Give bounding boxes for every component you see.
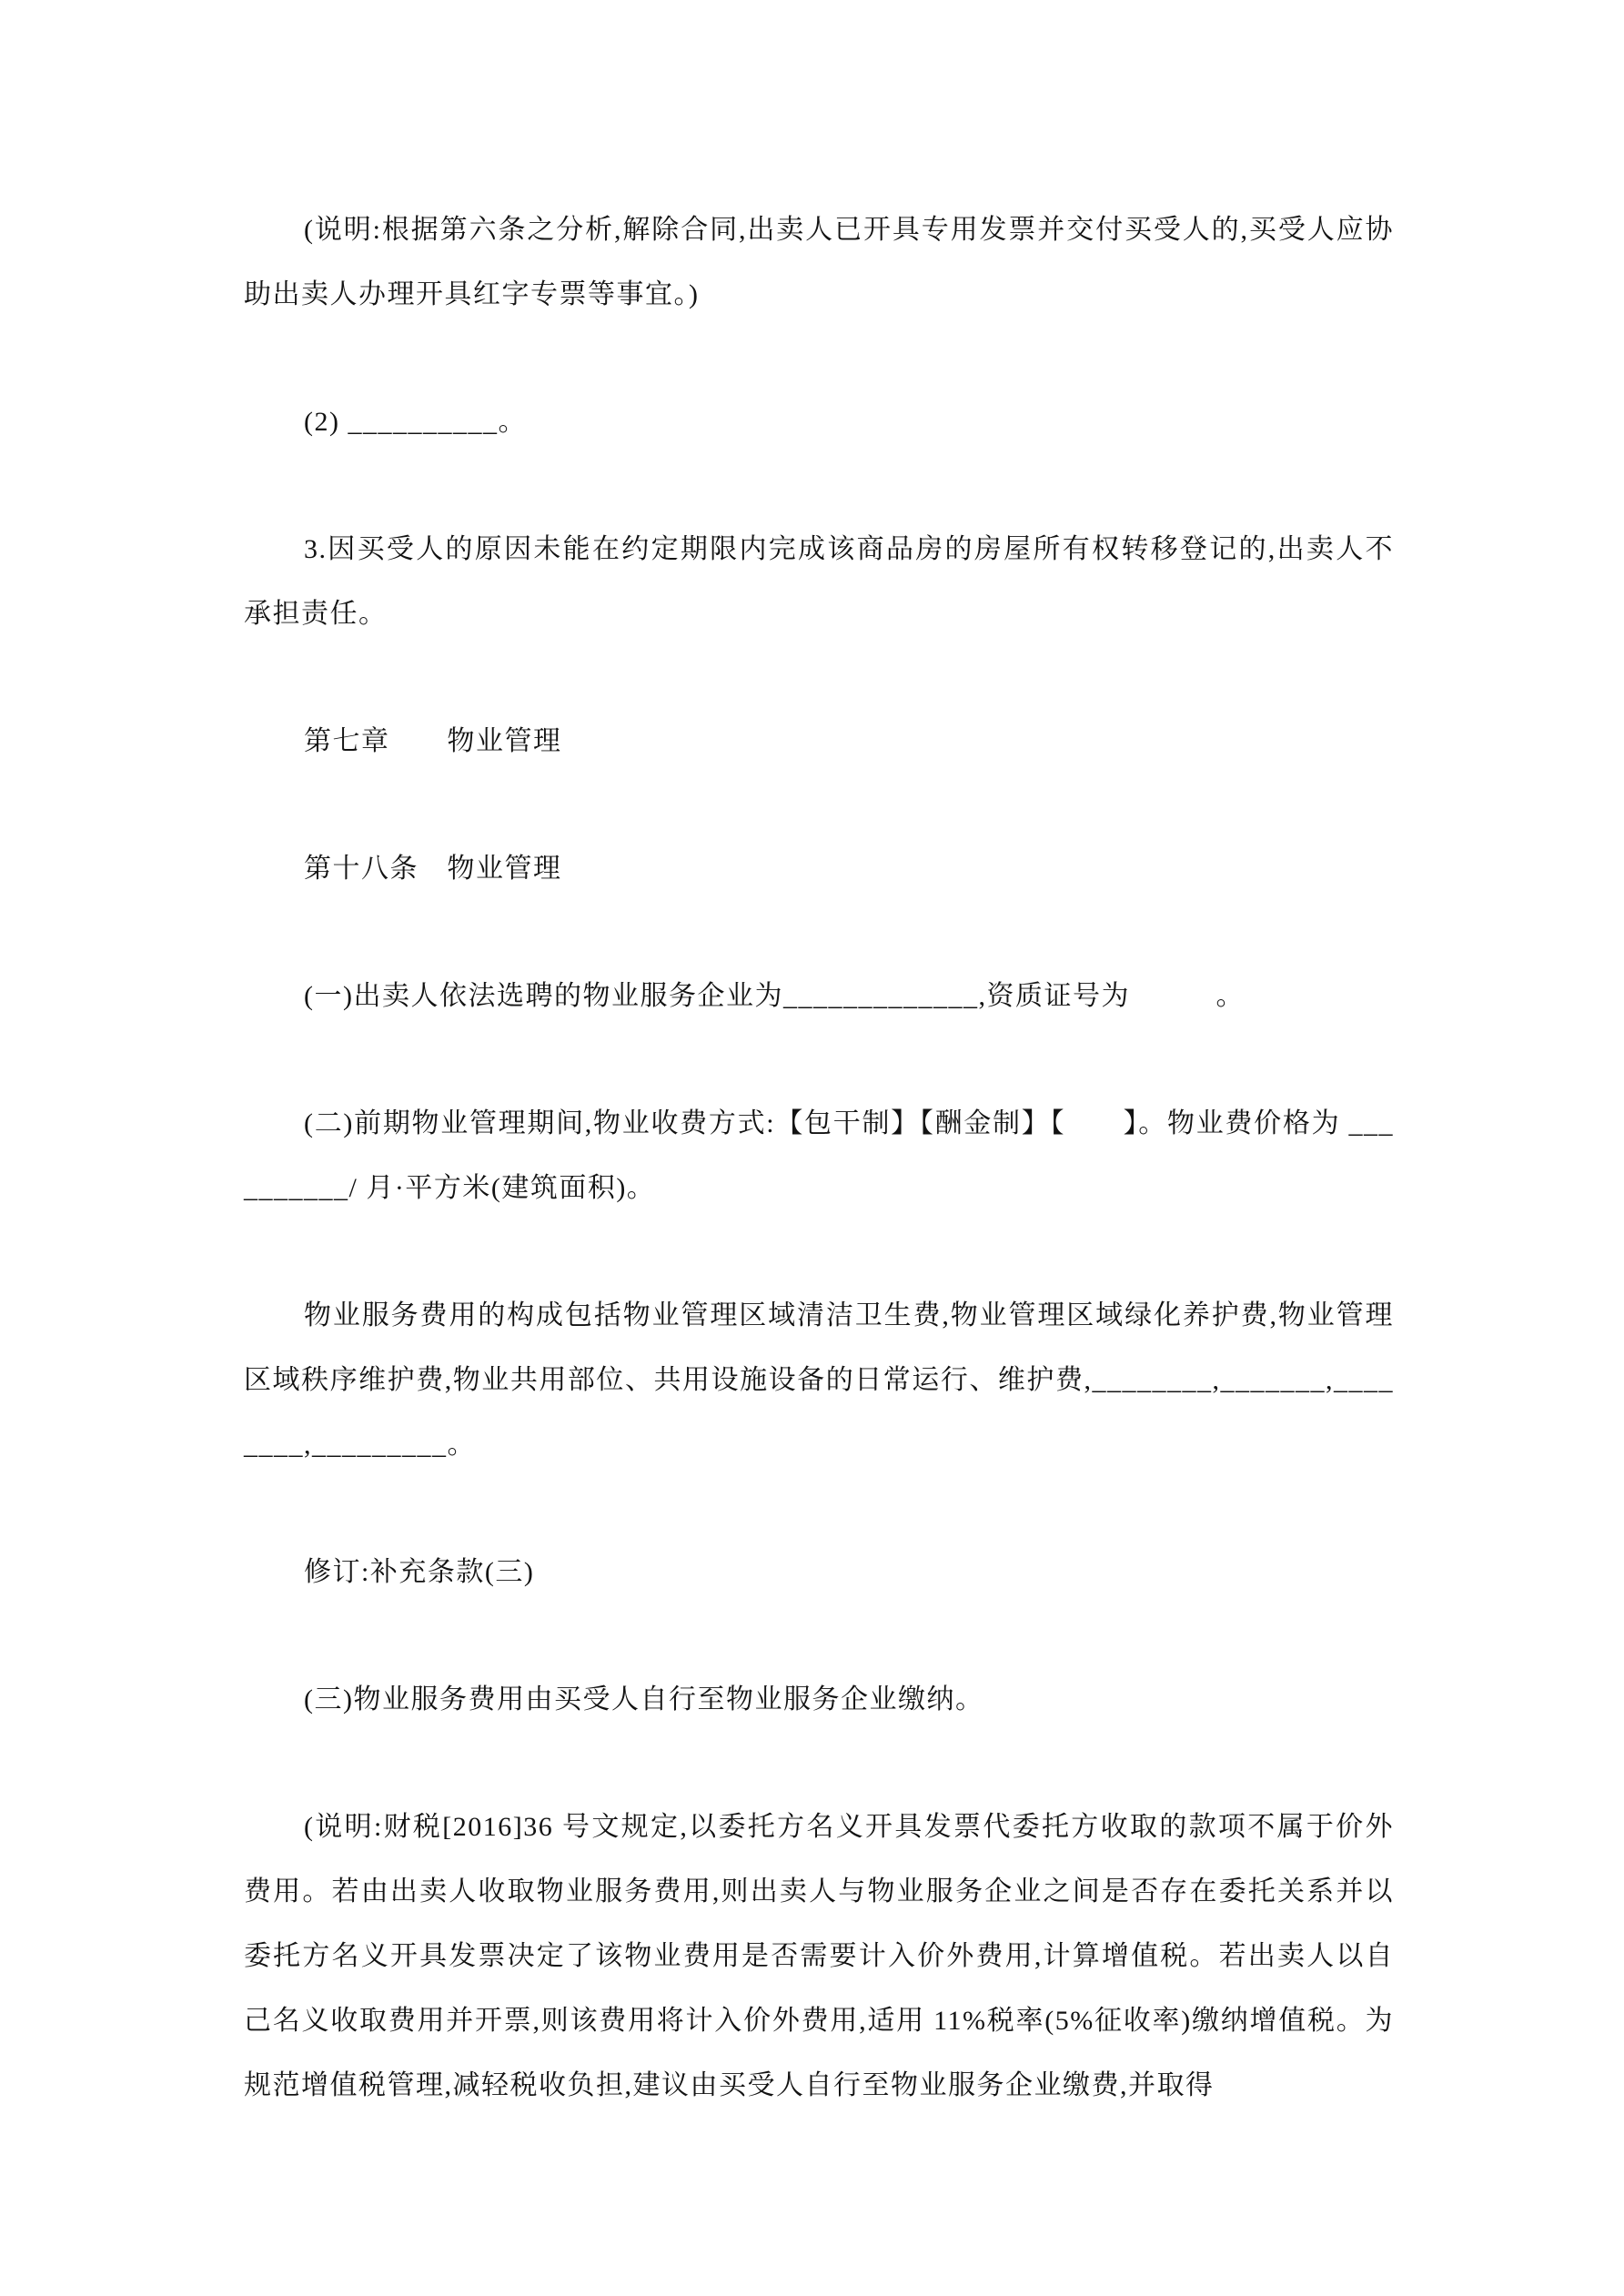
article-18-heading: 第十八条 物业管理	[304, 854, 562, 884]
clause-3-payment-paragraph: (三)物业服务费用由买受人自行至物业服务企业缴纳。	[304, 1684, 984, 1714]
clause-1-property-company: (一)出卖人依法选聘的物业服务企业为_____________,资质证号为 。	[304, 981, 1245, 1011]
item-3-registration-paragraph: 3.因买受人的原因未能在约定期限内完成该商品房的房屋所有权转移登记的,出卖人不承担责任。	[244, 534, 1394, 629]
note-red-invoice-paragraph: (说明:根据第六条之分析,解除合同,出卖人已开具专用发票并交付买受人的,买受人应协助出卖人办理开具红字专票等事宜。)	[244, 215, 1394, 309]
item-2-blank-line: (2) __________。	[304, 407, 527, 437]
chapter-7-heading: 第七章 物业管理	[304, 726, 562, 756]
tax-note-paragraph: (说明:财税[2016]36 号文规定,以委托方名义开具发票代委托方收取的款项不属于价外费用。若由出卖人收取物业服务费用,则出卖人与物业服务企业之间是否存在委托关系并以委托方名义开具发票决定了该物业费用是否需要计入价外费用,计算增值税。若出卖人以自己名义收取费用并开票,则该费用将计入价外费用,适用 11%税率(5%征收率)缴纳增值税。为规范增值税管理,减轻税收负担,建议由买受人自行至物业服务企业缴费,并取得	[244, 1812, 1394, 2100]
clause-2-fee-method: (二)前期物业管理期间,物业收费方式:【包干制】【酬金制】【 】。物业费价格为 __________/ 月·平方米(建筑面积)。	[244, 1108, 1394, 1203]
document-content	[244, 197, 1394, 2118]
fee-composition-paragraph: 物业服务费用的构成包括物业管理区域清洁卫生费,物业管理区域绿化养护费,物业管理区域秩序维护费,物业共用部位、共用设施设备的日常运行、维护费,________,_______,________,_________。	[244, 1300, 1394, 1460]
revision-note-line: 修订:补充条款(三)	[304, 1557, 535, 1587]
